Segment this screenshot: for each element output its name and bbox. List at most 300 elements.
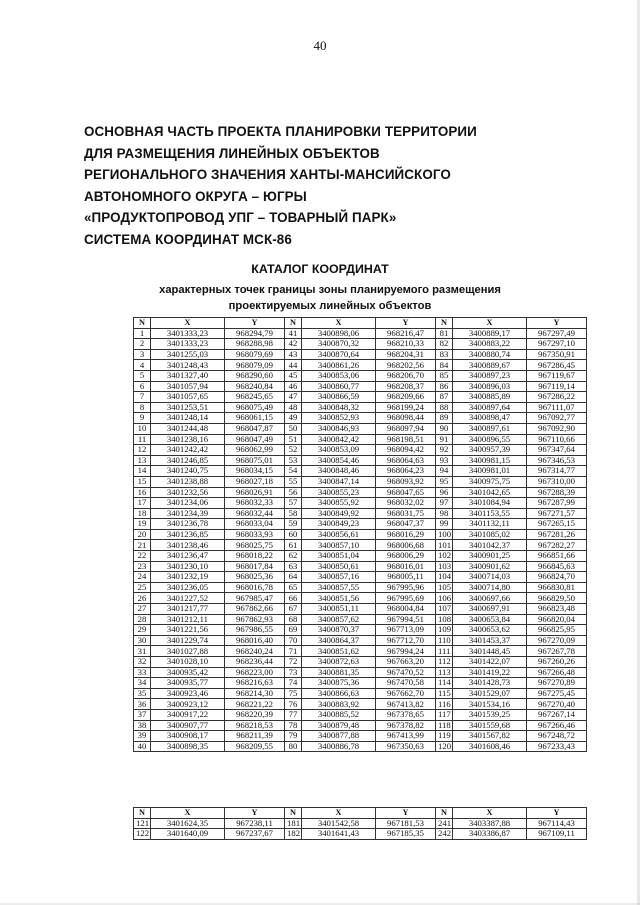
x-coordinate: 3401246,85 bbox=[151, 455, 225, 466]
x-coordinate: 3400842,42 bbox=[302, 434, 376, 445]
x-coordinate: 3401236,05 bbox=[151, 582, 225, 593]
y-coordinate: 968016,29 bbox=[376, 529, 436, 540]
point-number: 121 bbox=[134, 818, 151, 829]
y-coordinate: 967271,57 bbox=[527, 508, 587, 519]
point-number: 45 bbox=[285, 370, 302, 381]
point-number: 89 bbox=[436, 413, 453, 424]
y-coordinate: 967413,99 bbox=[376, 731, 436, 742]
y-coordinate: 967248,72 bbox=[527, 731, 587, 742]
table-row bbox=[134, 593, 587, 604]
point-number: 62 bbox=[285, 551, 302, 562]
y-coordinate: 968031,75 bbox=[376, 508, 436, 519]
point-number: 98 bbox=[436, 508, 453, 519]
point-number: 92 bbox=[436, 445, 453, 456]
y-coordinate: 967267,14 bbox=[527, 709, 587, 720]
y-coordinate: 968288,98 bbox=[225, 339, 285, 350]
table-row bbox=[134, 487, 587, 498]
x-coordinate: 3401227,52 bbox=[151, 593, 225, 604]
y-coordinate: 967995,69 bbox=[376, 593, 436, 604]
document-heading bbox=[84, 121, 564, 250]
x-coordinate: 3401539,25 bbox=[453, 709, 527, 720]
point-number: 181 bbox=[285, 818, 302, 829]
x-coordinate: 3400981,01 bbox=[453, 466, 527, 477]
point-number: 30 bbox=[134, 635, 151, 646]
x-coordinate: 3400653,84 bbox=[453, 614, 527, 625]
table-row bbox=[134, 445, 587, 456]
y-coordinate: 968208,37 bbox=[376, 381, 436, 392]
point-number: 29 bbox=[134, 625, 151, 636]
table-row bbox=[134, 413, 587, 424]
point-number: 101 bbox=[436, 540, 453, 551]
table-row bbox=[134, 392, 587, 403]
x-coordinate: 3401422,07 bbox=[453, 657, 527, 668]
point-number: 14 bbox=[134, 466, 151, 477]
table-row bbox=[134, 720, 587, 731]
heading-line: СИСТЕМА КООРДИНАТ МСК-86 bbox=[84, 231, 292, 247]
x-coordinate: 3400886,78 bbox=[302, 741, 376, 752]
point-number: 17 bbox=[134, 498, 151, 509]
point-number: 19 bbox=[134, 519, 151, 530]
point-number: 182 bbox=[285, 829, 302, 840]
x-coordinate: 3400908,17 bbox=[151, 731, 225, 742]
y-coordinate: 967266,46 bbox=[527, 720, 587, 731]
x-coordinate: 3400849,92 bbox=[302, 508, 376, 519]
table-header-row bbox=[134, 318, 587, 329]
point-number: 64 bbox=[285, 572, 302, 583]
x-coordinate: 3400697,66 bbox=[453, 593, 527, 604]
y-coordinate: 967181,53 bbox=[376, 818, 436, 829]
x-coordinate: 3401230,10 bbox=[151, 561, 225, 572]
x-coordinate: 3400981,15 bbox=[453, 455, 527, 466]
x-coordinate: 3401641,43 bbox=[302, 829, 376, 840]
point-number: 75 bbox=[285, 688, 302, 699]
x-coordinate: 3401229,74 bbox=[151, 635, 225, 646]
point-number: 50 bbox=[285, 423, 302, 434]
y-coordinate: 968075,49 bbox=[225, 402, 285, 413]
y-coordinate: 968075,01 bbox=[225, 455, 285, 466]
point-number: 54 bbox=[285, 466, 302, 477]
point-number: 65 bbox=[285, 582, 302, 593]
x-coordinate: 3400883,22 bbox=[453, 339, 527, 350]
point-number: 116 bbox=[436, 699, 453, 710]
point-number: 111 bbox=[436, 646, 453, 657]
table-row bbox=[134, 339, 587, 350]
table-row bbox=[134, 508, 587, 519]
point-number: 77 bbox=[285, 709, 302, 720]
point-number: 38 bbox=[134, 720, 151, 731]
point-number: 1 bbox=[134, 328, 151, 339]
x-coordinate: 3401608,46 bbox=[453, 741, 527, 752]
point-number: 112 bbox=[436, 657, 453, 668]
point-number: 46 bbox=[285, 381, 302, 392]
x-coordinate: 3400889,67 bbox=[453, 360, 527, 371]
table-row bbox=[134, 604, 587, 615]
y-coordinate: 968033,93 bbox=[225, 529, 285, 540]
point-number: 122 bbox=[134, 829, 151, 840]
y-coordinate: 967119,14 bbox=[527, 381, 587, 392]
point-number: 73 bbox=[285, 667, 302, 678]
point-number: 16 bbox=[134, 487, 151, 498]
point-number: 108 bbox=[436, 614, 453, 625]
point-number: 25 bbox=[134, 582, 151, 593]
y-coordinate: 968032,44 bbox=[225, 508, 285, 519]
point-number: 79 bbox=[285, 731, 302, 742]
y-coordinate: 968220,39 bbox=[225, 709, 285, 720]
point-number: 37 bbox=[134, 709, 151, 720]
x-coordinate: 3401624,35 bbox=[151, 818, 225, 829]
y-coordinate: 967237,67 bbox=[225, 829, 285, 840]
x-coordinate: 3400872,63 bbox=[302, 657, 376, 668]
y-coordinate: 968199,24 bbox=[376, 402, 436, 413]
point-number: 88 bbox=[436, 402, 453, 413]
table-row bbox=[134, 498, 587, 509]
point-number: 57 bbox=[285, 498, 302, 509]
point-number: 34 bbox=[134, 678, 151, 689]
y-coordinate: 968016,01 bbox=[376, 561, 436, 572]
table-row bbox=[134, 625, 587, 636]
x-coordinate: 3401248,43 bbox=[151, 360, 225, 371]
point-number: 119 bbox=[436, 731, 453, 742]
point-number: 76 bbox=[285, 699, 302, 710]
point-number: 13 bbox=[134, 455, 151, 466]
y-coordinate: 968240,24 bbox=[225, 646, 285, 657]
x-coordinate: 3400853,06 bbox=[302, 370, 376, 381]
point-number: 59 bbox=[285, 519, 302, 530]
x-coordinate: 3400864,37 bbox=[302, 635, 376, 646]
y-coordinate: 967310,00 bbox=[527, 476, 587, 487]
table-row bbox=[134, 370, 587, 381]
point-number: 95 bbox=[436, 476, 453, 487]
x-coordinate: 3401232,56 bbox=[151, 487, 225, 498]
point-number: 85 bbox=[436, 370, 453, 381]
point-number: 12 bbox=[134, 445, 151, 456]
table-row bbox=[134, 476, 587, 487]
point-number: 35 bbox=[134, 688, 151, 699]
x-coordinate: 3400898,35 bbox=[151, 741, 225, 752]
y-coordinate: 967288,39 bbox=[527, 487, 587, 498]
point-number: 91 bbox=[436, 434, 453, 445]
x-coordinate: 3400855,23 bbox=[302, 487, 376, 498]
y-coordinate: 967378,65 bbox=[376, 709, 436, 720]
header-n: N bbox=[134, 318, 151, 329]
catalog-subtitle bbox=[120, 282, 540, 314]
point-number: 43 bbox=[285, 349, 302, 360]
table-row bbox=[134, 402, 587, 413]
x-coordinate: 3401534,16 bbox=[453, 699, 527, 710]
x-coordinate: 3400856,61 bbox=[302, 529, 376, 540]
point-number: 71 bbox=[285, 646, 302, 657]
y-coordinate: 968062,99 bbox=[225, 445, 285, 456]
table-row bbox=[134, 741, 587, 752]
table-row bbox=[134, 667, 587, 678]
point-number: 47 bbox=[285, 392, 302, 403]
point-number: 23 bbox=[134, 561, 151, 572]
y-coordinate: 966824,70 bbox=[527, 572, 587, 583]
x-coordinate: 3400935,42 bbox=[151, 667, 225, 678]
table-row bbox=[134, 328, 587, 339]
page-number: 40 bbox=[313, 38, 327, 53]
table-row bbox=[134, 688, 587, 699]
x-coordinate: 3400898,47 bbox=[453, 413, 527, 424]
table-row bbox=[134, 519, 587, 530]
x-coordinate: 3400917,22 bbox=[151, 709, 225, 720]
x-coordinate: 3401238,46 bbox=[151, 540, 225, 551]
y-coordinate: 967297,10 bbox=[527, 339, 587, 350]
x-coordinate: 3400901,62 bbox=[453, 561, 527, 572]
x-coordinate: 3400889,17 bbox=[453, 328, 527, 339]
point-number: 22 bbox=[134, 551, 151, 562]
y-coordinate: 966829,50 bbox=[527, 593, 587, 604]
y-coordinate: 967267,78 bbox=[527, 646, 587, 657]
y-coordinate: 968214,30 bbox=[225, 688, 285, 699]
x-coordinate: 3400870,37 bbox=[302, 625, 376, 636]
point-number: 70 bbox=[285, 635, 302, 646]
point-number: 102 bbox=[436, 551, 453, 562]
table-row bbox=[134, 360, 587, 371]
x-coordinate: 3401529,07 bbox=[453, 688, 527, 699]
point-number: 69 bbox=[285, 625, 302, 636]
table-row bbox=[134, 678, 587, 689]
y-coordinate: 967378,82 bbox=[376, 720, 436, 731]
point-number: 49 bbox=[285, 413, 302, 424]
point-number: 6 bbox=[134, 381, 151, 392]
point-number: 242 bbox=[436, 829, 453, 840]
y-coordinate: 967712,70 bbox=[376, 635, 436, 646]
point-number: 24 bbox=[134, 572, 151, 583]
y-coordinate: 967119,67 bbox=[527, 370, 587, 381]
header-x: X bbox=[453, 808, 527, 819]
x-coordinate: 3400879,48 bbox=[302, 720, 376, 731]
y-coordinate: 967662,70 bbox=[376, 688, 436, 699]
point-number: 241 bbox=[436, 818, 453, 829]
point-number: 83 bbox=[436, 349, 453, 360]
table-row bbox=[134, 572, 587, 583]
catalog-subtitle-line: проектируемых линейных объектов bbox=[228, 300, 432, 312]
x-coordinate: 3400885,89 bbox=[453, 392, 527, 403]
y-coordinate: 967470,58 bbox=[376, 678, 436, 689]
point-number: 27 bbox=[134, 604, 151, 615]
x-coordinate: 3400897,23 bbox=[453, 370, 527, 381]
point-number: 10 bbox=[134, 423, 151, 434]
y-coordinate: 968245,65 bbox=[225, 392, 285, 403]
x-coordinate: 3400935,77 bbox=[151, 678, 225, 689]
x-coordinate: 3400860,77 bbox=[302, 381, 376, 392]
table-body bbox=[134, 818, 587, 839]
point-number: 99 bbox=[436, 519, 453, 530]
header-x: X bbox=[302, 808, 376, 819]
x-coordinate: 3401236,47 bbox=[151, 551, 225, 562]
y-coordinate: 967347,64 bbox=[527, 445, 587, 456]
table-row bbox=[134, 561, 587, 572]
y-coordinate: 968223,00 bbox=[225, 667, 285, 678]
x-coordinate: 3401255,03 bbox=[151, 349, 225, 360]
x-coordinate: 3401221,56 bbox=[151, 625, 225, 636]
x-coordinate: 3401559,68 bbox=[453, 720, 527, 731]
table-row bbox=[134, 349, 587, 360]
header-y: Y bbox=[225, 318, 285, 329]
x-coordinate: 3400848,32 bbox=[302, 402, 376, 413]
heading-line: ОСНОВНАЯ ЧАСТЬ ПРОЕКТА ПЛАНИРОВКИ ТЕРРИТОРИИ bbox=[84, 124, 477, 139]
x-coordinate: 3401238,16 bbox=[151, 434, 225, 445]
y-coordinate: 968016,40 bbox=[225, 635, 285, 646]
y-coordinate: 967286,45 bbox=[527, 360, 587, 371]
header-n: N bbox=[285, 318, 302, 329]
y-coordinate: 967994,51 bbox=[376, 614, 436, 625]
point-number: 94 bbox=[436, 466, 453, 477]
x-coordinate: 3401234,39 bbox=[151, 508, 225, 519]
y-coordinate: 967286,22 bbox=[527, 392, 587, 403]
x-coordinate: 3400850,61 bbox=[302, 561, 376, 572]
y-coordinate: 967470,52 bbox=[376, 667, 436, 678]
x-coordinate: 3400957,39 bbox=[453, 445, 527, 456]
x-coordinate: 3401236,78 bbox=[151, 519, 225, 530]
x-coordinate: 3400897,64 bbox=[453, 402, 527, 413]
table-row bbox=[134, 529, 587, 540]
point-number: 105 bbox=[436, 582, 453, 593]
y-coordinate: 968098,44 bbox=[376, 413, 436, 424]
point-number: 41 bbox=[285, 328, 302, 339]
x-coordinate: 3400881,35 bbox=[302, 667, 376, 678]
point-number: 51 bbox=[285, 434, 302, 445]
x-coordinate: 3400853,09 bbox=[302, 445, 376, 456]
point-number: 63 bbox=[285, 561, 302, 572]
table-row bbox=[134, 540, 587, 551]
point-number: 48 bbox=[285, 402, 302, 413]
table-row bbox=[134, 455, 587, 466]
x-coordinate: 3401567,82 bbox=[453, 731, 527, 742]
point-number: 114 bbox=[436, 678, 453, 689]
table-row bbox=[134, 646, 587, 657]
y-coordinate: 968202,56 bbox=[376, 360, 436, 371]
x-coordinate: 3400714,80 bbox=[453, 582, 527, 593]
point-number: 3 bbox=[134, 349, 151, 360]
y-coordinate: 968097,94 bbox=[376, 423, 436, 434]
header-n: N bbox=[436, 808, 453, 819]
x-coordinate: 3401453,37 bbox=[453, 635, 527, 646]
header-x: X bbox=[151, 318, 225, 329]
point-number: 26 bbox=[134, 593, 151, 604]
point-number: 56 bbox=[285, 487, 302, 498]
table-row bbox=[134, 434, 587, 445]
point-number: 9 bbox=[134, 413, 151, 424]
x-coordinate: 3401057,94 bbox=[151, 381, 225, 392]
y-coordinate: 967238,11 bbox=[225, 818, 285, 829]
y-coordinate: 968017,84 bbox=[225, 561, 285, 572]
y-coordinate: 967092,90 bbox=[527, 423, 587, 434]
table-row bbox=[134, 582, 587, 593]
x-coordinate: 3400896,03 bbox=[453, 381, 527, 392]
y-coordinate: 968198,51 bbox=[376, 434, 436, 445]
y-coordinate: 967413,82 bbox=[376, 699, 436, 710]
y-coordinate: 968006,29 bbox=[376, 551, 436, 562]
x-coordinate: 3401232,19 bbox=[151, 572, 225, 583]
y-coordinate: 967260,26 bbox=[527, 657, 587, 668]
y-coordinate: 968211,39 bbox=[225, 731, 285, 742]
catalog-subtitle-line: характерных точек границы зоны планируемого размещения bbox=[159, 284, 501, 296]
y-coordinate: 966851,66 bbox=[527, 551, 587, 562]
point-number: 39 bbox=[134, 731, 151, 742]
y-coordinate: 968034,15 bbox=[225, 466, 285, 477]
header-y: Y bbox=[376, 318, 436, 329]
header-x: X bbox=[302, 318, 376, 329]
y-coordinate: 968093,92 bbox=[376, 476, 436, 487]
heading-line: РЕГИОНАЛЬНОГО ЗНАЧЕНИЯ ХАНТЫ-МАНСИЙСКОГО bbox=[84, 167, 451, 182]
point-number: 58 bbox=[285, 508, 302, 519]
x-coordinate: 3401085,02 bbox=[453, 529, 527, 540]
y-coordinate: 968027,18 bbox=[225, 476, 285, 487]
y-coordinate: 966830,81 bbox=[527, 582, 587, 593]
y-coordinate: 968216,47 bbox=[376, 328, 436, 339]
y-coordinate: 967282,27 bbox=[527, 540, 587, 551]
x-coordinate: 3401640,09 bbox=[151, 829, 225, 840]
y-coordinate: 967994,24 bbox=[376, 646, 436, 657]
y-coordinate: 967110,66 bbox=[527, 434, 587, 445]
y-coordinate: 967663,20 bbox=[376, 657, 436, 668]
y-coordinate: 968047,49 bbox=[225, 434, 285, 445]
point-number: 72 bbox=[285, 657, 302, 668]
y-coordinate: 968033,04 bbox=[225, 519, 285, 530]
y-coordinate: 968209,66 bbox=[376, 392, 436, 403]
header-n: N bbox=[436, 318, 453, 329]
x-coordinate: 3400857,16 bbox=[302, 572, 376, 583]
x-coordinate: 3400883,92 bbox=[302, 699, 376, 710]
x-coordinate: 3401042,65 bbox=[453, 487, 527, 498]
y-coordinate: 968047,37 bbox=[376, 519, 436, 530]
x-coordinate: 3400653,62 bbox=[453, 625, 527, 636]
x-coordinate: 3400898,06 bbox=[302, 328, 376, 339]
point-number: 18 bbox=[134, 508, 151, 519]
y-coordinate: 966820,04 bbox=[527, 614, 587, 625]
x-coordinate: 3400975,75 bbox=[453, 476, 527, 487]
table-body bbox=[134, 328, 587, 752]
y-coordinate: 968204,31 bbox=[376, 349, 436, 360]
point-number: 61 bbox=[285, 540, 302, 551]
y-coordinate: 968006,68 bbox=[376, 540, 436, 551]
x-coordinate: 3401253,51 bbox=[151, 402, 225, 413]
x-coordinate: 3400851,11 bbox=[302, 604, 376, 615]
table-row bbox=[134, 423, 587, 434]
point-number: 5 bbox=[134, 370, 151, 381]
x-coordinate: 3400857,10 bbox=[302, 540, 376, 551]
y-coordinate: 967297,49 bbox=[527, 328, 587, 339]
x-coordinate: 3400852,93 bbox=[302, 413, 376, 424]
x-coordinate: 3400897,61 bbox=[453, 423, 527, 434]
y-coordinate: 968221,22 bbox=[225, 699, 285, 710]
y-coordinate: 967266,48 bbox=[527, 667, 587, 678]
x-coordinate: 3401028,10 bbox=[151, 657, 225, 668]
table-row bbox=[134, 818, 587, 829]
x-coordinate: 3401242,42 bbox=[151, 445, 225, 456]
y-coordinate: 968018,22 bbox=[225, 551, 285, 562]
y-coordinate: 968016,78 bbox=[225, 582, 285, 593]
point-number: 31 bbox=[134, 646, 151, 657]
x-coordinate: 3401212,11 bbox=[151, 614, 225, 625]
y-coordinate: 968236,44 bbox=[225, 657, 285, 668]
point-number: 7 bbox=[134, 392, 151, 403]
table-header-row bbox=[134, 808, 587, 819]
x-coordinate: 3400847,14 bbox=[302, 476, 376, 487]
heading-line: ДЛЯ РАЗМЕЩЕНИЯ ЛИНЕЙНЫХ ОБЪЕКТОВ bbox=[84, 145, 380, 161]
y-coordinate: 967862,66 bbox=[225, 604, 285, 615]
x-coordinate: 3401132,11 bbox=[453, 519, 527, 530]
table-row bbox=[134, 709, 587, 720]
point-number: 120 bbox=[436, 741, 453, 752]
point-number: 67 bbox=[285, 604, 302, 615]
x-coordinate: 3401428,73 bbox=[453, 678, 527, 689]
y-coordinate: 968210,33 bbox=[376, 339, 436, 350]
point-number: 81 bbox=[436, 328, 453, 339]
x-coordinate: 3400923,12 bbox=[151, 699, 225, 710]
